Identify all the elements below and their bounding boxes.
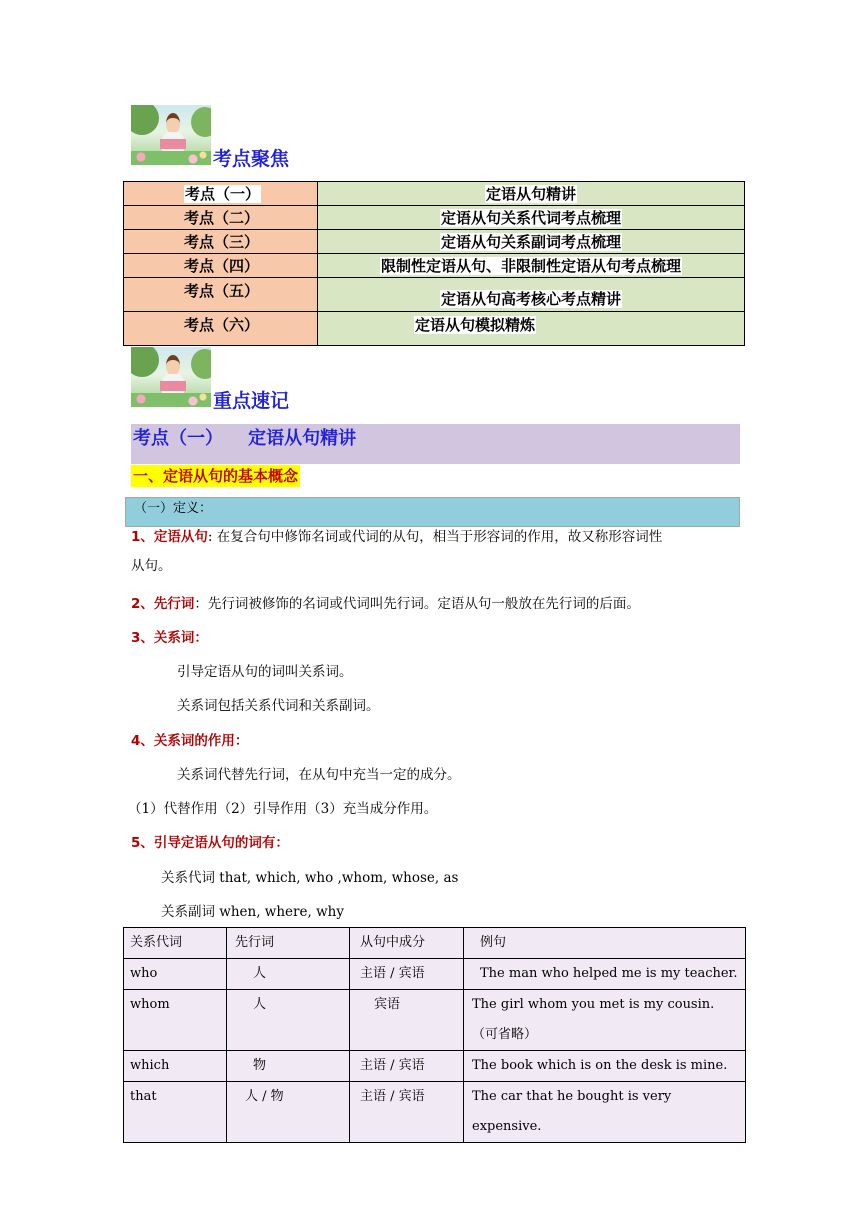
- header-cell: 关系代词: [124, 928, 227, 959]
- table-row: [124, 1082, 746, 1143]
- table-row: [124, 959, 746, 990]
- table-cell: 人: [227, 959, 350, 990]
- table-cell: The girl whom you met is my cousin. （可省略）: [464, 990, 746, 1051]
- topic-value: 定语从句高考核心考点精讲: [318, 278, 745, 312]
- table-row: [124, 312, 745, 346]
- table-cell: 宾语: [350, 990, 464, 1051]
- table-cell: 主语 / 宾语: [350, 1082, 464, 1143]
- topic-value: 定语从句模拟精炼: [318, 312, 745, 346]
- item-4-label: 4、关系词的作用：: [131, 733, 249, 749]
- relative-pronoun-table: [123, 927, 746, 1143]
- table-row: [124, 990, 746, 1051]
- girl-reading-illustration: [131, 347, 211, 407]
- table-cell: who: [124, 959, 227, 990]
- girl-reading-illustration: [131, 105, 211, 165]
- table-cell: 主语 / 宾语: [350, 959, 464, 990]
- table-cell: 人: [227, 990, 350, 1051]
- table-cell: 主语 / 宾语: [350, 1051, 464, 1082]
- topics-overview-table: [123, 181, 745, 346]
- topic-value: 限制性定语从句、非限制性定语从句考点梳理: [318, 254, 745, 278]
- table-row: [124, 254, 745, 278]
- topic-value: 定语从句关系代词考点梳理: [318, 206, 745, 230]
- table-cell: The car that he bought is very expensive.: [464, 1082, 746, 1143]
- topic-key: 考点（六）: [124, 312, 318, 346]
- header-cell: 从句中成分: [350, 928, 464, 959]
- table-row: [124, 182, 745, 206]
- concept-heading: 一、定语从句的基本概念: [133, 467, 299, 485]
- table-cell: that: [124, 1082, 227, 1143]
- table-row: [124, 206, 745, 230]
- item-text: ：先行词被修饰的名词或代词叫先行词。定语从句一般放在先行词的后面。: [194, 596, 640, 612]
- topic-value: 定语从句精讲: [318, 182, 745, 206]
- item-4-line2: （1）代替作用（2）引导作用（3）充当成分作用。: [128, 801, 438, 817]
- table-row: [124, 230, 745, 254]
- item-4-line1: 关系词代替先行词，在从句中充当一定的成分。: [177, 767, 461, 783]
- item-text: : 在复合句中修饰名词或代词的从句，相当于形容词的作用，故又称形容词性: [207, 529, 663, 545]
- table-cell: 物: [227, 1051, 350, 1082]
- item-label: 1、定语从句: [131, 529, 208, 545]
- table-row: [124, 1051, 746, 1082]
- topic-key: 考点（一）: [124, 182, 318, 206]
- topic-key: 考点（三）: [124, 230, 318, 254]
- table-cell: The man who helped me is my teacher.: [464, 959, 746, 990]
- section-title: 考点聚焦: [213, 148, 290, 170]
- section-title: 重点速记: [213, 390, 290, 412]
- item-3-line2: 关系词包括关系代词和关系副词。: [177, 698, 380, 714]
- table-cell: 人 / 物: [227, 1082, 350, 1143]
- item-2: [131, 591, 640, 617]
- table-cell: whom: [124, 990, 227, 1051]
- item-3-line1: 引导定语从句的词叫关系词。: [177, 664, 353, 680]
- item-5-label: 5、引导定语从句的词有：: [131, 835, 289, 851]
- item-1-continued: 从句。: [131, 558, 172, 574]
- topic-key: 考点（四）: [124, 254, 318, 278]
- item-label: 2、先行词: [131, 596, 195, 612]
- table-header-row: [124, 928, 746, 959]
- topic-value: 定语从句关系副词考点梳理: [318, 230, 745, 254]
- topic-band-heading: 考点（一） 定语从句精讲: [131, 424, 740, 464]
- header-cell: 先行词: [227, 928, 350, 959]
- table-row: [124, 278, 745, 312]
- table-cell: The book which is on the desk is mine.: [464, 1051, 746, 1082]
- definition-subheading: （一）定义：: [125, 497, 740, 527]
- table-cell: which: [124, 1051, 227, 1082]
- item-3-label: 3、关系词：: [131, 630, 208, 646]
- item-5-line1: 关系代词 that, which, who ,whom, whose, as: [161, 870, 459, 886]
- topic-key: 考点（二）: [124, 206, 318, 230]
- item-5-line2: 关系副词 when, where, why: [161, 904, 344, 920]
- topic-key: 考点（五）: [124, 278, 318, 312]
- header-cell: 例句: [464, 928, 746, 959]
- item-1: [131, 524, 662, 550]
